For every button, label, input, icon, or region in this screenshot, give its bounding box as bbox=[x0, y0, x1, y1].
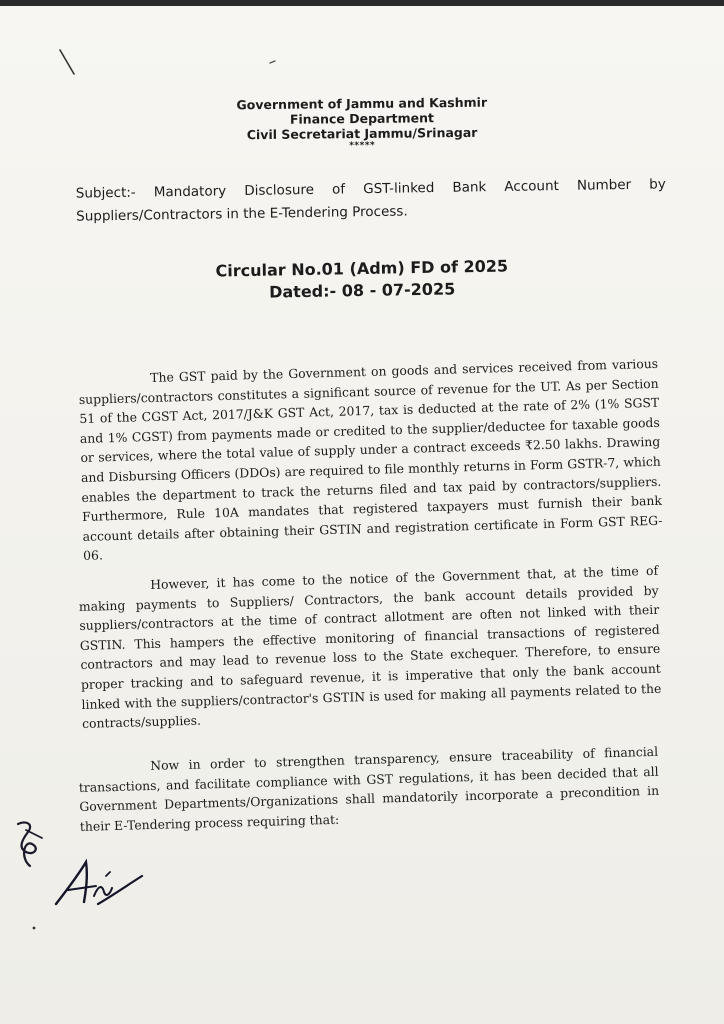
pen-stroke-mark bbox=[56, 46, 86, 80]
letterhead bbox=[0, 92, 724, 155]
secretariat-name: Civil Secretariat Jammu/Srinagar bbox=[246, 124, 478, 143]
circular-number: Circular No.01 (Adm) FD of 2025 bbox=[215, 256, 509, 281]
handwritten-signature bbox=[50, 856, 150, 916]
scan-edge bbox=[0, 0, 724, 6]
circular-heading bbox=[0, 252, 724, 309]
paragraph-1: The GST paid by the Government on goods and services received from various suppliers/contractors constitutes a significant source of revenue for the UT. As per Section 51 of the CGST Act, 2017/J&K GST Act, 2017, tax is deducted at the rate of 2% (1% SGST and 1% CGST) from payments made or credited to the supplier/deductee for taxable goods or services, where the total value of supply under a contract exceeds ₹2.50 lakhs. Drawing and Disbursing Officers (DDOs) are required to file monthly returns in Form GSTR-7, which enables the department to track the returns filed and tax paid by contractors/suppliers. Furthermore, Rule 10A mandates that registered taxpayers must furnish their bank account details after obtaining their GSTIN and registration certificate in Form GST REG-06. bbox=[78, 356, 663, 564]
separator-stars: ***** bbox=[349, 140, 376, 152]
handwritten-initial-mark bbox=[12, 818, 52, 870]
subject-label: Subject:- bbox=[75, 184, 136, 202]
paragraph-3: Now in order to strengthen transparency, ensure traceability of financial transactions, and facilitate compliance with GST regulations, it has been decided that all Government Departments/Organizations shall mandatorily incorporate a precondition in their E-Tendering process requiring that: bbox=[78, 744, 660, 835]
department-name: Finance Department bbox=[289, 110, 435, 127]
circular-date: Dated:- 08 - 07-2025 bbox=[268, 279, 456, 302]
paragraph-2: However, it has come to the notice of the Government that, at the time of making payments to Suppliers/ Contractors, the bank account details provided by suppliers/contractors at the time of contract allotment are often not linked with their GSTIN. This hampers the effective monitoring of financial transactions of registered contractors and may lead to revenue loss to the State exchequer. Therefore, to ensure proper tracking and to safeguard revenue, it is imperative that only the bank account linked with the suppliers/contractor's GSTIN is used for making all payments related to the contracts/supplies. bbox=[78, 563, 662, 732]
dot-mark bbox=[268, 58, 278, 66]
subject-text: Mandatory Disclosure of GST-linked Bank Account Number by Suppliers/Contractors in the E-Tendering Process. bbox=[76, 176, 666, 225]
government-name: Government of Jammu and Kashmir bbox=[236, 94, 488, 113]
dot-mark bbox=[30, 924, 38, 932]
subject-line bbox=[76, 173, 667, 228]
